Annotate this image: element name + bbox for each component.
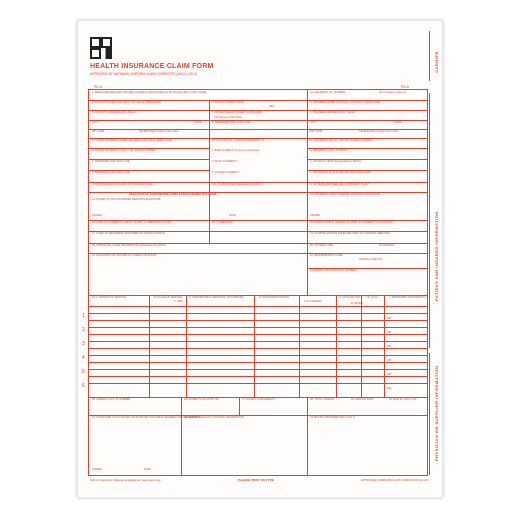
divider (307, 100, 308, 138)
divider (307, 397, 308, 475)
service-line-1 (89, 313, 427, 314)
zip-label: ZIP CODE (92, 130, 105, 133)
field-25: 25. FEDERAL TAX I.D. NUMBER (92, 398, 131, 401)
telephone-label: TELEPHONE (Include Area Code) (139, 130, 179, 133)
bottom-signed-label: SIGNED (92, 468, 102, 471)
line-number-1: 1 (82, 313, 85, 319)
row-divider (89, 120, 427, 121)
field-24d: D. PROCEDURES, SERVICES, OR SUPPLIES (189, 296, 244, 299)
field-6-options: Self Spouse Child Other (214, 116, 242, 119)
field-10d: 10d. CLAIM CODES (Designated by NUCC) (212, 183, 263, 186)
divider (181, 397, 182, 415)
field-27: 27. ACCEPT ASSIGNMENT? (242, 398, 276, 401)
field-8: 8. RESERVED FOR NUCC USE (212, 121, 250, 124)
field-23: 23. PRIOR AUTHORIZATION NUMBER (310, 269, 357, 272)
line-number-3: 3 (82, 341, 85, 347)
service-line-2 (89, 320, 427, 321)
field-11c: c. INSURANCE PLAN NAME OR PROGRAM NAME (310, 171, 371, 174)
date-label: DATE (229, 214, 236, 217)
claim-form-grid (82, 89, 428, 476)
field-10c: c. OTHER ACCIDENT? (212, 171, 240, 174)
program-labels: 1. MEDICARE MEDICAID TRICARE CHAMPVA GROUP HEALTH PLAN FECA BLK LUNG OTHER (92, 91, 207, 94)
service-line-6b (89, 383, 427, 384)
pica-left: PICA (94, 85, 103, 89)
carrier-arrow-line (429, 31, 430, 81)
service-line-6 (89, 376, 427, 377)
field-16: 16. DATES PATIENT UNABLE TO WORK IN CURRENT OCCUPATION (310, 221, 393, 224)
form-footer (90, 478, 428, 482)
field-21: 21. DIAGNOSIS OR NATURE OF ILLNESS OR INJURY (92, 254, 157, 257)
npi-label-2: NPI (387, 331, 392, 334)
field-30: 30. Rsvd for NUCC Use (389, 398, 417, 401)
field-24i: I. ID. QUAL. (365, 296, 379, 299)
footer-mid: PLEASE PRINT OR TYPE (238, 478, 274, 482)
field-24j: J. RENDERING PROVIDER ID. # (389, 296, 428, 299)
divider (181, 415, 182, 475)
field-19: 19. ADDITIONAL CLAIM INFORMATION (Designated by NUCC) (92, 244, 167, 247)
field-13: 13. INSURED'S OR AUTHORIZED PERSON'S SIGNATURE (310, 193, 380, 196)
service-line-5b (89, 369, 427, 370)
field-9c: c. RESERVED FOR NUCC USE (92, 171, 130, 174)
patient-arrow-line (429, 93, 430, 348)
field-5: 5. PATIENT'S ADDRESS (No., Street) (92, 111, 136, 114)
field-24f: F. $ CHARGES (304, 300, 322, 303)
field-1a: 1a. INSURED'S I.D. NUMBER (310, 91, 345, 94)
physician-arrow-line (429, 353, 430, 475)
field-11a: a. INSURED'S DATE OF BIRTH (310, 149, 348, 152)
service-line-4 (89, 348, 427, 349)
field-2: 2. PATIENT'S NAME (Last Name, First Name, Middle Initial) (92, 101, 161, 104)
divider (307, 243, 308, 295)
field-10b: b. AUTO ACCIDENT? (212, 160, 238, 163)
signed-label: SIGNED (92, 214, 102, 217)
field-9d: d. INSURANCE PLAN NAME OR PROGRAM NAME (92, 183, 153, 186)
field-7: 7. INSURED'S ADDRESS (No., Street) (310, 111, 355, 114)
charges-label: $ CHARGES (379, 244, 394, 247)
bottom-date-label: DATE (144, 468, 151, 471)
field-24g: G. DAYS OR UNITS (339, 296, 363, 299)
approved-note: APPROVED BY NATIONAL UNIFORM CLAIM COMMITTEE (NUCC) 02/12 (90, 72, 197, 76)
patient-section-label: PATIENT AND INSURED INFORMATION (434, 211, 439, 301)
service-line-3 (89, 334, 427, 335)
field-9a: a. OTHER INSURED'S POLICY OR GROUP NUMBER (92, 149, 156, 152)
field-24b: B. PLACE OF SERVICE (154, 296, 183, 299)
physician-section-label: PHYSICIAN OR SUPPLIER INFORMATION (434, 365, 439, 462)
divider (239, 397, 240, 415)
insured-signed-label: SIGNED (310, 214, 320, 217)
npi-label-4: NPI (387, 359, 392, 362)
divider (209, 100, 210, 138)
field-15: 15. OTHER DATE (212, 221, 233, 224)
insured-telephone-label: TELEPHONE (Include Area Code) (359, 130, 399, 133)
read-back-note: READ BACK OF FORM BEFORE COMPLETING & SIGNING THIS FORM. (129, 193, 217, 196)
field-9b: b. RESERVED FOR NUCC USE (92, 160, 130, 163)
field-12: 12. PATIENT'S OR AUTHORIZED PERSON'S SIGNATURE (92, 198, 161, 201)
field-32: 32. SERVICE FACILITY LOCATION INFORMATION (184, 416, 245, 419)
field-11d: d. IS THERE ANOTHER HEALTH BENEFIT PLAN? (310, 183, 370, 186)
field-11b: b. OTHER CLAIM ID (Designated by NUCC) (310, 160, 362, 163)
line-number-2: 2 (82, 327, 85, 333)
line-number-5: 5 (82, 369, 85, 375)
npi-label-5: NPI (387, 373, 392, 376)
npi-label-1: NPI (387, 317, 392, 320)
field-20: 20. OUTSIDE LAB? (310, 244, 333, 247)
field-24h: H. EPSDT (351, 302, 363, 305)
line-number-4: 4 (82, 355, 85, 361)
field-31: 31. SIGNATURE OF PHYSICIAN OR SUPPLIER INCLUDING DEGREES OR CREDENTIALS (92, 416, 201, 419)
field-22: 22. RESUBMISSION CODE (310, 254, 343, 257)
field-14: 14. DATE OF CURRENT ILLNESS, INJURY, or PREGNANCY (LMP) (92, 221, 172, 224)
field-26: 26. PATIENT'S ACCOUNT NO. (184, 398, 220, 401)
original-ref-label: ORIGINAL REF. NO. (359, 258, 383, 261)
service-line-4b (89, 355, 427, 356)
service-line-3b (89, 341, 427, 342)
form-title: HEALTH INSURANCE CLAIM FORM (90, 63, 214, 70)
npi-label-6: NPI (387, 387, 392, 390)
insured-city-label: CITY (310, 121, 316, 124)
insured-state-label: STATE (394, 121, 402, 124)
field-10: 10. IS PATIENT'S CONDITION RELATED TO: (212, 139, 266, 142)
field-18: 18. HOSPITALIZATION DATES RELATED TO CURRENT SERVICES (310, 232, 391, 235)
divider (307, 90, 308, 100)
divider (209, 138, 210, 243)
npi-label-3: NPI (387, 345, 392, 348)
line-number-6: 6 (82, 383, 85, 389)
footer-left: NUCC Instruction Manual available at: www.nucc.org (90, 478, 161, 482)
field-3: 3. PATIENT'S BIRTH DATE (212, 101, 244, 104)
insured-zip-label: ZIP CODE (310, 130, 323, 133)
state-label: STATE (194, 121, 202, 124)
service-line-2b (89, 327, 427, 328)
field-24e: E. DIAGNOSIS POINTER (259, 296, 289, 299)
field-11: 11. INSURED'S POLICY GROUP OR FECA NUMBER (310, 139, 373, 142)
service-line-5 (89, 362, 427, 363)
pica-right: PICA (400, 85, 409, 89)
field-28: 28. TOTAL CHARGE (310, 398, 335, 401)
field-10a: a. EMPLOYMENT? (Current or Previous) (212, 149, 260, 152)
field-3-sex: SEX (269, 105, 275, 108)
city-label: CITY (92, 121, 98, 124)
footer-right: APPROVED OMB-0938-1197 FORM 1500 (02-12) (360, 478, 428, 482)
field-24c: C. EMG (174, 300, 184, 303)
field-33: 33. BILLING PROVIDER INFO & PH # (310, 416, 355, 419)
field-17: 17. NAME OF REFERRING PROVIDER OR OTHER SOURCE (92, 232, 165, 235)
field-9: 9. OTHER INSURED'S NAME (Last Name, First Name, Middle Initial) (92, 139, 172, 142)
qr-code (90, 37, 112, 59)
field-6: 6. PATIENT RELATIONSHIP TO INSURED (212, 111, 262, 114)
field-1a-note: (For Program in Item 1) (379, 91, 406, 94)
divider (307, 138, 308, 243)
claim-form-page (77, 20, 443, 498)
field-24a: 24. A. DATE(S) OF SERVICE (92, 296, 126, 299)
carrier-label: CARRIER (434, 51, 439, 73)
field-4: 4. INSURED'S NAME (Last Name, First Name, Middle Initial) (310, 101, 380, 104)
field-29: 29. AMOUNT PAID (351, 398, 373, 401)
